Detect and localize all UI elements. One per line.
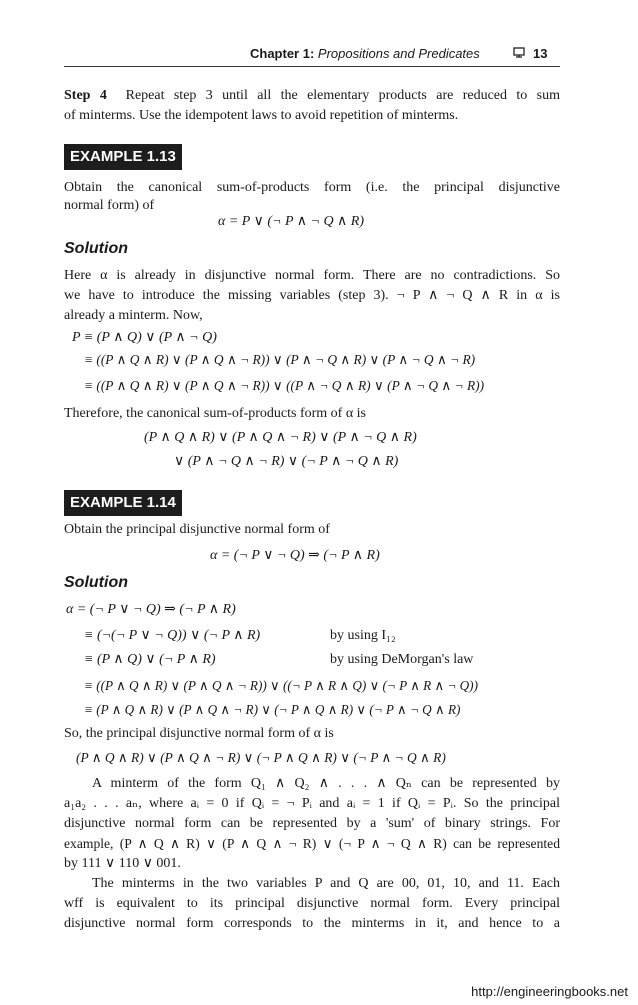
solution14-eq1: α = (¬ P ∨ ¬ Q) ⇒ (¬ P ∧ R) — [66, 602, 236, 617]
solution14-eq5: ≡ (P ∧ Q ∧ R) ∨ (P ∧ Q ∧ ¬ R) ∨ (¬ P ∧ Q ∧ R) ∨ (¬ P ∧ ¬ Q ∧ R) — [84, 702, 461, 717]
solution14-by2: by using I₁₂ — [330, 628, 396, 643]
example14-formula: α = (¬ P ∨ ¬ Q) ⇒ (¬ P ∧ R) — [210, 548, 380, 563]
example-1-13-label: EXAMPLE 1.13 — [64, 144, 182, 170]
solution14-eq3: ≡ (P ∧ Q) ∨ (¬ P ∧ R) — [84, 652, 216, 667]
para2-line1: The minterms in the two variables P and Q are 00, 01, 10, and 11. Each — [92, 876, 560, 891]
para1-line4: example, (P ∧ Q ∧ R) ∨ (P ∧ Q ∧ ¬ R) ∨ (¬ P ∧ ¬ Q ∧ R) can be represented — [64, 836, 560, 851]
para1-line3: disjunctive normal form can be represented by a 'sum' of binary strings. For — [64, 816, 560, 831]
solution14-result: (P ∧ Q ∧ R) ∨ (P ∧ Q ∧ ¬ R) ∨ (¬ P ∧ Q ∧ R) ∨ (¬ P ∧ ¬ Q ∧ R) — [76, 750, 446, 765]
footer-url: http://engineeringbooks.net — [471, 984, 628, 999]
chapter-prefix: Chapter 1: — [250, 46, 318, 61]
solution14-so: So, the principal disjunctive normal form of α is — [64, 726, 334, 741]
solution13-eq2: ≡ ((P ∧ Q ∧ R) ∨ (P ∧ Q ∧ ¬ R)) ∨ (P ∧ ¬ Q ∧ R) ∨ (P ∧ ¬ Q ∧ ¬ R) — [84, 352, 476, 367]
step4-line1 — [64, 86, 560, 106]
solution13-eq3: ≡ ((P ∧ Q ∧ R) ∨ (P ∧ Q ∧ ¬ R)) ∨ ((P ∧ ¬ Q ∧ R) ∨ (P ∧ ¬ Q ∧ ¬ R)) — [84, 378, 485, 393]
para1-line5: by 111 ∨ 110 ∨ 001. — [64, 856, 181, 871]
book-icon — [513, 47, 525, 59]
solution14-eq4: ≡ ((P ∧ Q ∧ R) ∨ (P ∧ Q ∧ ¬ R)) ∨ ((¬ P ∧ R ∧ Q) ∨ (¬ P ∧ R ∧ ¬ Q)) — [84, 678, 478, 693]
para2-line3: disjunctive normal form corresponds to the minterms in it, and hence to a — [64, 916, 560, 931]
solution14-eq2: ≡ (¬(¬ P ∨ ¬ Q)) ∨ (¬ P ∧ R) — [84, 628, 261, 643]
example13-line2: normal form) of — [64, 198, 155, 213]
page-number: 13 — [533, 46, 548, 61]
solution14-by3: by using DeMorgan's law — [330, 652, 474, 667]
solution-heading-2: Solution — [64, 574, 128, 591]
chapter-title: Propositions and Predicates — [317, 46, 480, 61]
para1-line2: a₁a₂ . . . aₙ, where aᵢ = 0 if Qᵢ = ¬ Pᵢ and aᵢ = 1 if Qᵢ = Pᵢ. So the principal — [64, 796, 560, 811]
solution-heading-1: Solution — [64, 240, 128, 257]
para2-line2: wff is equivalent to its principal disjunctive normal form. Every principal — [64, 896, 560, 911]
running-header — [250, 46, 560, 64]
example13-line1: Obtain the canonical sum-of-products form (i.e. the principal disjunctive — [64, 180, 560, 195]
example13-formula: α = P ∨ (¬ P ∧ ¬ Q ∧ R) — [218, 214, 365, 229]
solution13-result1: (P ∧ Q ∧ R) ∨ (P ∧ Q ∧ ¬ R) ∨ (P ∧ ¬ Q ∧ R) — [144, 430, 417, 445]
step4-label: Step 4 — [64, 88, 107, 103]
example-1-14-label: EXAMPLE 1.14 — [64, 490, 182, 516]
solution13-line3: already a minterm. Now, — [64, 308, 203, 323]
para1-line1: A minterm of the form Q₁ ∧ Q₂ ∧ . . . ∧ Qₙ can be represented by — [92, 776, 560, 791]
step4-line2: of minterms. Use the idempotent laws to avoid repetition of minterms. — [64, 108, 459, 123]
solution13-eq1: P ≡ (P ∧ Q) ∨ (P ∧ ¬ Q) — [72, 330, 217, 345]
solution13-result2: ∨ (P ∧ ¬ Q ∧ ¬ R) ∨ (¬ P ∧ ¬ Q ∧ R) — [174, 454, 399, 469]
solution13-therefore: Therefore, the canonical sum-of-products form of α is — [64, 406, 367, 421]
chapter-heading — [250, 46, 480, 61]
solution13-line2: we have to introduce the missing variables (step 3). ¬ P ∧ ¬ Q ∧ R in α is — [64, 288, 560, 303]
solution13-line1: Here α is already in disjunctive normal form. There are no contradictions. So — [64, 268, 560, 283]
example14-line1: Obtain the principal disjunctive normal form of — [64, 522, 330, 537]
header-rule — [64, 66, 560, 67]
step4-text1: Repeat step 3 until all the elementary products are reduced to sum — [125, 88, 561, 103]
